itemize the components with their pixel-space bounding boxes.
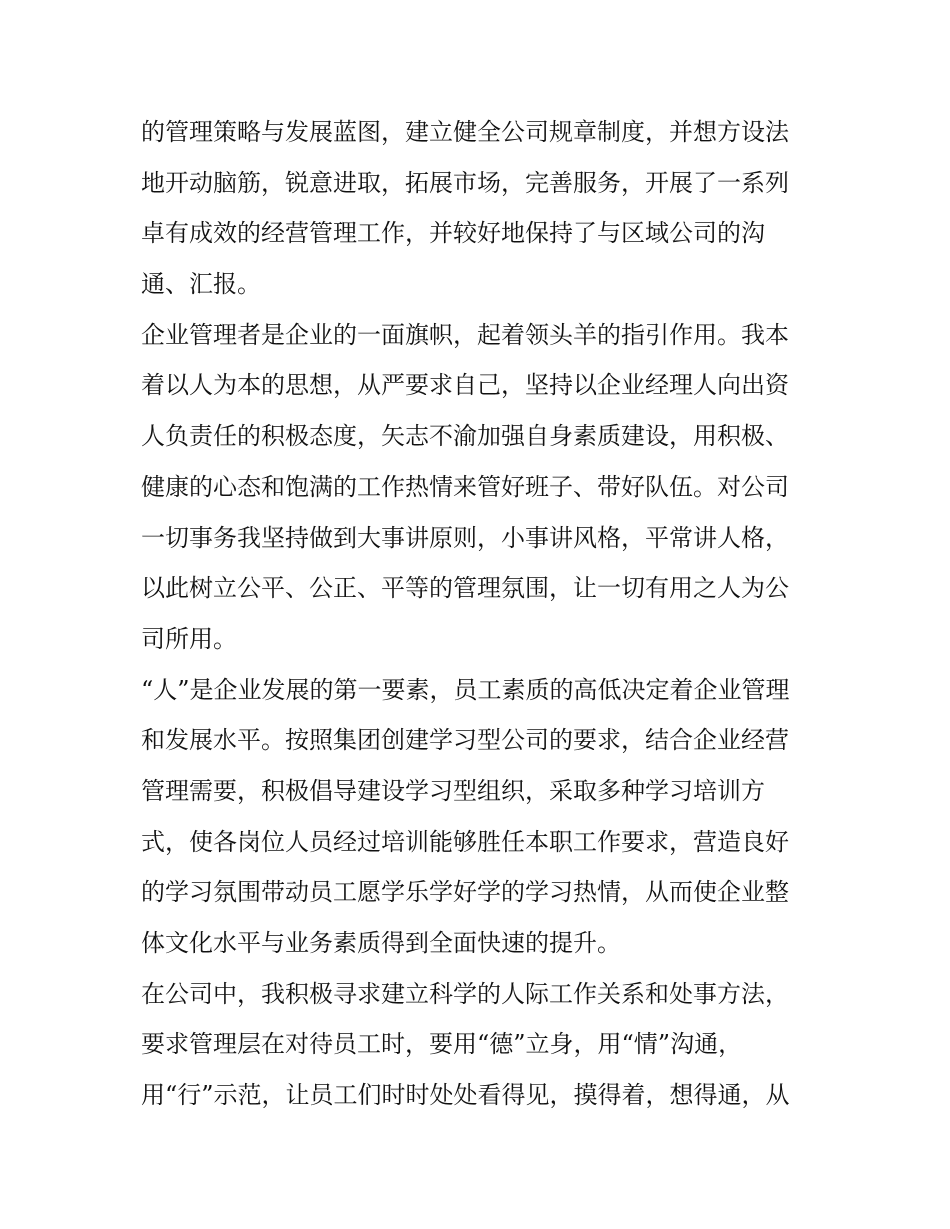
- text-line: 卓有成效的经营管理工作，并较好地保持了与区域公司的沟: [141, 219, 765, 248]
- text-line: 的管理策略与发展蓝图，建立健全公司规章制度，并想方设法: [141, 118, 789, 146]
- text-line: 人负责任的积极态度，矢志不渝加强自身素质建设，用积极、: [141, 422, 789, 451]
- text-line: 式，使各岗位人员经过培训能够胜任本职工作要求，营造良好: [141, 827, 789, 856]
- text-line: 在公司中，我积极寻求建立科学的人际工作关系和处事方法，: [141, 979, 789, 1008]
- text-line: 通、汇报。: [141, 270, 261, 299]
- text-line: 用“行”示范，让员工们时时处处看得见，摸得着，想得通，从: [141, 1081, 790, 1110]
- text-line: 以此树立公平、公正、平等的管理氛围，让一切有用之人为公: [141, 574, 789, 603]
- text-line: “人”是企业发展的第一要素，员工素质的高低决定着企业管理: [141, 675, 790, 704]
- text-line: 要求管理层在对待员工时，要用“德”立身，用“情”沟通，: [141, 1030, 743, 1059]
- text-line: 和发展水平。按照集团创建学习型公司的要求，结合企业经营: [141, 726, 789, 755]
- text-line: 体文化水平与业务素质得到全面快速的提升。: [141, 929, 621, 957]
- text-line: 一切事务我坚持做到大事讲原则，小事讲风格，平常讲人格，: [141, 523, 789, 552]
- text-line: 健康的心态和饱满的工作热情来管好班子、带好队伍。对公司: [141, 472, 789, 501]
- text-line: 地开动脑筋，锐意进取，拓展市场，完善服务，开展了一系列: [141, 168, 789, 197]
- body-text: [141, 107, 821, 1121]
- text-line: 管理需要，积极倡导建设学习型组织，采取多种学习培训方: [141, 776, 765, 805]
- text-line: 着以人为本的思想，从严要求自己，坚持以企业经理人向出资: [141, 371, 789, 400]
- text-line: 企业管理者是企业的一面旗帜，起着领头羊的指引作用。我本: [141, 320, 789, 349]
- text-line: 司所用。: [141, 624, 237, 653]
- text-line: 的学习氛围带动员工愿学乐学好学的学习热情，从而使企业整: [141, 878, 789, 907]
